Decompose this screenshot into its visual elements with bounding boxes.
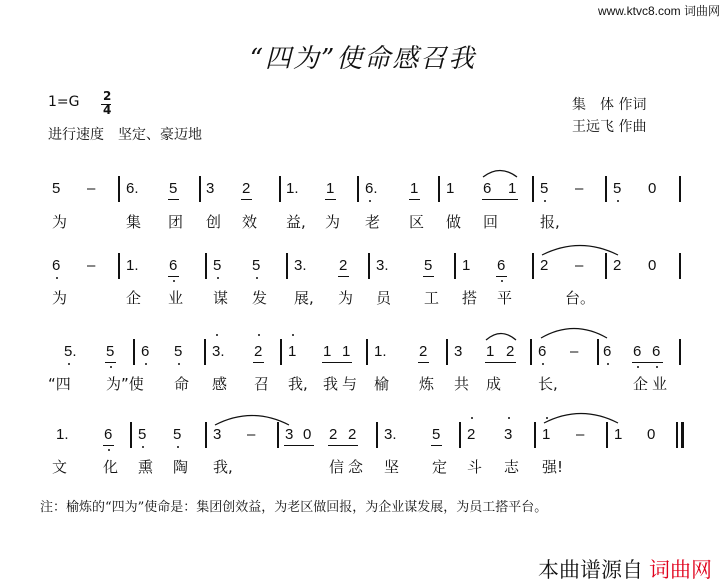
rest: 0 bbox=[303, 426, 312, 443]
lyric: 定 bbox=[432, 458, 448, 476]
lyric: 长, bbox=[538, 375, 558, 393]
barline bbox=[459, 422, 461, 448]
barline bbox=[277, 422, 279, 448]
lyric: 团 bbox=[168, 213, 184, 231]
barline bbox=[280, 339, 282, 365]
lyric: 为 bbox=[52, 289, 68, 307]
barline bbox=[130, 422, 132, 448]
low-octave-dot bbox=[544, 200, 546, 202]
note: 5 bbox=[106, 343, 115, 360]
final-barline-thin bbox=[676, 422, 678, 448]
lyric: 创 bbox=[206, 213, 222, 231]
footer-text: 本曲谱源自 bbox=[538, 558, 643, 582]
note: 1 bbox=[410, 180, 419, 197]
note: 3 bbox=[213, 426, 222, 443]
lyric: 为 bbox=[52, 213, 68, 231]
lyric: 感 bbox=[212, 375, 228, 393]
barline bbox=[199, 176, 201, 202]
note: 1 bbox=[614, 426, 623, 443]
underline bbox=[241, 199, 252, 200]
note: 2 bbox=[613, 257, 622, 274]
tie bbox=[543, 410, 619, 424]
lyric: 企 bbox=[633, 375, 649, 393]
lyric: 榆 bbox=[374, 375, 390, 393]
barline bbox=[286, 253, 288, 279]
lyric: 强! bbox=[542, 458, 564, 476]
low-octave-dot bbox=[217, 277, 219, 279]
accent-dot bbox=[216, 334, 218, 336]
lyric: 回 bbox=[483, 213, 499, 231]
lyric: 谋 bbox=[213, 289, 229, 307]
dash: – bbox=[87, 180, 96, 197]
note: 2 bbox=[419, 343, 428, 360]
note: 1 bbox=[446, 180, 455, 197]
note: 2 bbox=[348, 426, 357, 443]
note: 5 bbox=[213, 257, 222, 274]
underline bbox=[103, 445, 114, 446]
dash: – bbox=[575, 257, 584, 274]
underline bbox=[338, 276, 349, 277]
underline bbox=[431, 445, 442, 446]
lyric: 成 bbox=[486, 375, 502, 393]
note: 3 bbox=[454, 343, 463, 360]
lyric: 搭 bbox=[462, 289, 478, 307]
lyric: 共 bbox=[454, 375, 470, 393]
accent-dot bbox=[508, 417, 510, 419]
dash: – bbox=[570, 343, 579, 360]
low-octave-dot bbox=[656, 366, 658, 368]
note: 1 bbox=[462, 257, 471, 274]
dash: – bbox=[247, 426, 256, 443]
note: 6 bbox=[633, 343, 642, 360]
note: 6 bbox=[603, 343, 612, 360]
lyric: 业 bbox=[652, 375, 668, 393]
key-signature: 1=G bbox=[48, 94, 80, 110]
note: 1 bbox=[288, 343, 297, 360]
underline bbox=[325, 199, 336, 200]
note: 5 bbox=[424, 257, 433, 274]
accent-dot bbox=[258, 334, 260, 336]
lyric: 召 bbox=[254, 375, 270, 393]
note: 6. bbox=[365, 180, 378, 197]
low-octave-dot bbox=[607, 363, 609, 365]
lyric: 我, bbox=[213, 458, 233, 476]
underline bbox=[423, 276, 434, 277]
tie bbox=[541, 242, 619, 256]
note: 6 bbox=[52, 257, 61, 274]
lyric: 斗 bbox=[467, 458, 483, 476]
underline bbox=[632, 362, 663, 363]
note: 6 bbox=[104, 426, 113, 443]
low-octave-dot bbox=[617, 200, 619, 202]
lyric: 为 bbox=[338, 289, 354, 307]
tempo-marking: 进行速度 坚定、豪迈地 bbox=[48, 127, 202, 143]
underline bbox=[418, 362, 429, 363]
barline bbox=[605, 176, 607, 202]
lyric: 区 bbox=[409, 213, 425, 231]
lyric: 业 bbox=[168, 289, 184, 307]
barline bbox=[532, 176, 534, 202]
barline bbox=[118, 176, 120, 202]
barline bbox=[679, 253, 681, 279]
barline bbox=[205, 422, 207, 448]
lyric: 展, bbox=[294, 289, 314, 307]
slur bbox=[482, 166, 518, 178]
barline bbox=[454, 253, 456, 279]
barline bbox=[679, 176, 681, 202]
underline bbox=[253, 362, 264, 363]
lyric: 坚 bbox=[384, 458, 400, 476]
note: 1 bbox=[508, 180, 517, 197]
low-octave-dot bbox=[369, 200, 371, 202]
lyric: 为 bbox=[325, 213, 341, 231]
note: 3. bbox=[212, 343, 225, 360]
dash: – bbox=[87, 257, 96, 274]
lyric: 为”使 bbox=[106, 375, 144, 393]
lyric: 我 bbox=[323, 375, 339, 393]
note: 5 bbox=[613, 180, 622, 197]
lyric: 陶 bbox=[173, 458, 189, 476]
note: 5 bbox=[138, 426, 147, 443]
note: 5. bbox=[64, 343, 77, 360]
underline bbox=[168, 276, 179, 277]
lyric: 益, bbox=[286, 213, 306, 231]
note: 5 bbox=[52, 180, 61, 197]
note: 3. bbox=[384, 426, 397, 443]
lyric: 念 bbox=[348, 458, 364, 476]
accent-dot bbox=[471, 417, 473, 419]
note: 5 bbox=[540, 180, 549, 197]
note: 6 bbox=[497, 257, 506, 274]
lyricist-credit: 集 体 作词 bbox=[572, 97, 647, 113]
barline bbox=[532, 253, 534, 279]
note: 2 bbox=[467, 426, 476, 443]
underline bbox=[482, 199, 518, 200]
barline bbox=[679, 339, 681, 365]
barline bbox=[597, 339, 599, 365]
lyric: 台。 bbox=[565, 289, 596, 307]
note: 6. bbox=[126, 180, 139, 197]
note: 1. bbox=[56, 426, 69, 443]
low-octave-dot bbox=[501, 280, 503, 282]
underline bbox=[328, 445, 358, 446]
barline bbox=[376, 422, 378, 448]
lyric: 效 bbox=[242, 213, 258, 231]
note: 1 bbox=[542, 426, 551, 443]
barline bbox=[204, 339, 206, 365]
low-octave-dot bbox=[178, 363, 180, 365]
lyric: “四 bbox=[48, 375, 71, 393]
lyric: 文 bbox=[52, 458, 68, 476]
note: 5 bbox=[174, 343, 183, 360]
lyric: 做 bbox=[446, 213, 462, 231]
lyric: 信 bbox=[329, 458, 345, 476]
note: 2 bbox=[329, 426, 338, 443]
lyric: 员 bbox=[376, 289, 392, 307]
barline bbox=[606, 422, 608, 448]
note: 2 bbox=[339, 257, 348, 274]
source-footer bbox=[538, 554, 712, 584]
note: 1 bbox=[486, 343, 495, 360]
underline bbox=[322, 362, 352, 363]
note: 1. bbox=[374, 343, 387, 360]
underline bbox=[485, 362, 516, 363]
dash: – bbox=[575, 180, 584, 197]
low-octave-dot bbox=[173, 280, 175, 282]
barline bbox=[357, 176, 359, 202]
barline bbox=[368, 253, 370, 279]
rest: 0 bbox=[648, 257, 657, 274]
underline bbox=[105, 362, 116, 363]
lyric: 工 bbox=[424, 289, 440, 307]
lyric: 企 bbox=[126, 289, 142, 307]
underline bbox=[168, 199, 179, 200]
note: 3 bbox=[206, 180, 215, 197]
lyric: 熏 bbox=[138, 458, 154, 476]
lyric: 发 bbox=[252, 289, 268, 307]
note: 1 bbox=[342, 343, 351, 360]
barline bbox=[118, 253, 120, 279]
lyric: 与 bbox=[342, 375, 358, 393]
barline bbox=[438, 176, 440, 202]
note: 1 bbox=[323, 343, 332, 360]
lyric: 平 bbox=[497, 289, 513, 307]
low-octave-dot bbox=[145, 363, 147, 365]
footnote: 注：榆炼的“四为”使命是：集团创效益，为老区做回报，为企业谋发展，为员工搭平台。 bbox=[40, 500, 548, 515]
low-octave-dot bbox=[142, 446, 144, 448]
low-octave-dot bbox=[110, 366, 112, 368]
lyric: 老 bbox=[365, 213, 381, 231]
rest: 0 bbox=[647, 426, 656, 443]
low-octave-dot bbox=[256, 277, 258, 279]
note: 1. bbox=[126, 257, 139, 274]
tie bbox=[214, 412, 290, 426]
note: 6 bbox=[141, 343, 150, 360]
low-octave-dot bbox=[68, 363, 70, 365]
lyric: 我, bbox=[288, 375, 308, 393]
dash: – bbox=[576, 426, 585, 443]
final-barline-thick bbox=[681, 422, 684, 448]
underline bbox=[284, 445, 314, 446]
lyric: 志 bbox=[504, 458, 520, 476]
underline bbox=[496, 276, 507, 277]
lyric: 命 bbox=[174, 375, 190, 393]
note: 1 bbox=[326, 180, 335, 197]
note: 2 bbox=[540, 257, 549, 274]
low-octave-dot bbox=[542, 363, 544, 365]
barline bbox=[534, 422, 536, 448]
low-octave-dot bbox=[56, 277, 58, 279]
rest: 0 bbox=[648, 180, 657, 197]
barline bbox=[530, 339, 532, 365]
lyric: 炼 bbox=[419, 375, 435, 393]
note: 6 bbox=[538, 343, 547, 360]
low-octave-dot bbox=[177, 446, 179, 448]
note: 3 bbox=[504, 426, 513, 443]
barline bbox=[279, 176, 281, 202]
lyric: 化 bbox=[103, 458, 119, 476]
low-octave-dot bbox=[108, 449, 110, 451]
note: 2 bbox=[254, 343, 263, 360]
song-title: “四为”使命感召我 bbox=[249, 44, 477, 74]
barline bbox=[205, 253, 207, 279]
note: 2 bbox=[506, 343, 515, 360]
tie bbox=[540, 325, 608, 339]
barline bbox=[605, 253, 607, 279]
note: 6 bbox=[652, 343, 661, 360]
watermark-text: www.ktvc8.com 词曲网 bbox=[597, 4, 720, 18]
note: 3 bbox=[285, 426, 294, 443]
low-octave-dot bbox=[637, 366, 639, 368]
barline bbox=[133, 339, 135, 365]
note: 2 bbox=[242, 180, 251, 197]
note: 6 bbox=[169, 257, 178, 274]
note: 5 bbox=[432, 426, 441, 443]
note: 5 bbox=[252, 257, 261, 274]
note: 1. bbox=[286, 180, 299, 197]
composer-credit: 王远飞 作曲 bbox=[572, 119, 647, 135]
brand-logo-text[interactable]: 词曲网 bbox=[649, 558, 712, 582]
note: 3. bbox=[376, 257, 389, 274]
slur bbox=[485, 329, 517, 341]
underline bbox=[409, 199, 420, 200]
barline bbox=[446, 339, 448, 365]
time-signature-top: 2 bbox=[103, 89, 112, 103]
note: 6 bbox=[483, 180, 492, 197]
barline bbox=[366, 339, 368, 365]
accent-dot bbox=[292, 334, 294, 336]
note: 3. bbox=[294, 257, 307, 274]
note: 5 bbox=[173, 426, 182, 443]
lyric: 集 bbox=[126, 213, 142, 231]
time-signature-bottom: 4 bbox=[103, 103, 112, 117]
lyric: 报, bbox=[540, 213, 560, 231]
note: 5 bbox=[169, 180, 178, 197]
